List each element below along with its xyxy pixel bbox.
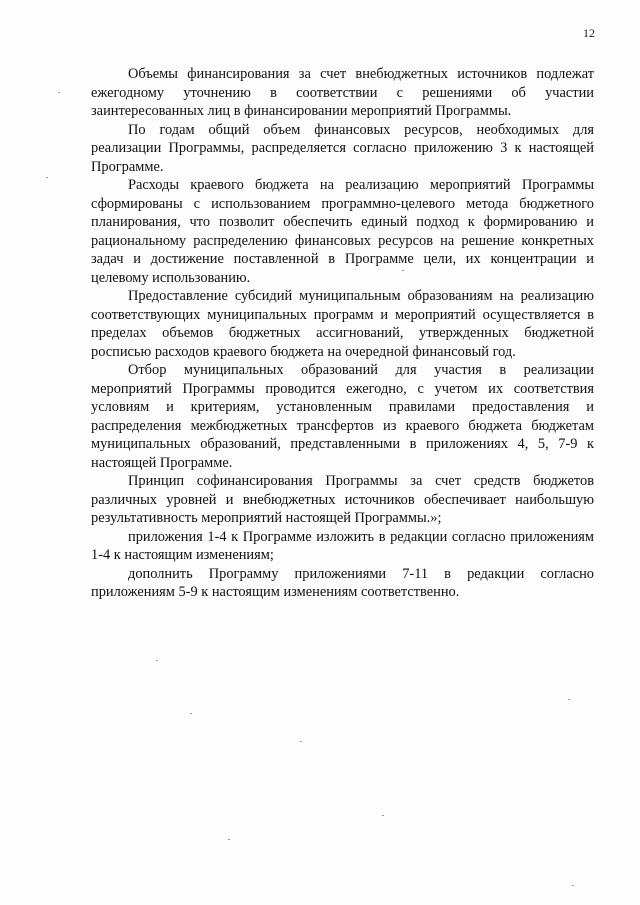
scan-speck (58, 92, 60, 93)
paragraph-municipal-subsidies: Предоставление субсидий муниципальным образованиям на реализацию соответствующих муниципальных программ и мероприятий осуществляется в пределах объемов бюджетных ассигнований, утвержденных бюджетной росписью расходов краевого бюджета на очередной финансовый год. (91, 288, 594, 360)
scan-speck (300, 741, 302, 742)
paragraph-appendices-1-4: приложения 1-4 к Программе изложить в редакции согласно приложениям 1-4 к настоящим изменениям; (91, 528, 594, 563)
scan-speck (190, 713, 192, 714)
paragraph-municipal-selection: Отбор муниципальных образований для участия в реализации мероприятий Программы проводится ежегодно, с учетом их соответствия условиям и критериям, установленным правилами предоставления и распределения межбюджетных трансфертов из краевого бюджета бюджетам муниципальных образований, представленными в приложениях 4, 5, 7-9 к настоящей Программе. (91, 362, 594, 471)
scan-speck (402, 270, 404, 271)
document-body (91, 65, 594, 602)
paragraph-appendices-7-11: дополнить Программу приложениями 7-11 в редакции согласно приложениям 5-9 к настоящим изменениям соответственно. (91, 565, 594, 600)
paragraph-cofinancing-principle: Принцип софинансирования Программы за счет средств бюджетов различных уровней и внебюджетных источников обеспечивает наибольшую результативность мероприятий настоящей Программы.»; (91, 473, 594, 526)
paragraph-regional-budget-expenses: Расходы краевого бюджета на реализацию мероприятий Программы сформированы с использованием программно-целевого метода бюджетного планирования, что позволит обеспечить единый подход к формированию и рациональному распределению финансовых ресурсов на решение конкретных задач и достижение поставленной в Программе цели, их концентрации и целевому использованию. (91, 177, 594, 286)
scan-speck (46, 177, 48, 178)
paragraph-annual-resources: По годам общий объем финансовых ресурсов, необходимых для реализации Программы, распределяется согласно приложению 3 к настоящей Программе. (91, 121, 594, 175)
scan-speck (382, 815, 384, 816)
scan-speck (568, 699, 570, 700)
scan-speck (156, 660, 158, 661)
page-number: 12 (583, 26, 595, 40)
scan-speck (572, 885, 574, 886)
paragraph-extrabudgetary-funding: Объемы финансирования за счет внебюджетных источников подлежат ежегодному уточнению в соответствии с решениями об участии заинтересованных лиц в финансировании мероприятий Программы. (91, 66, 594, 119)
scan-speck (228, 839, 230, 840)
